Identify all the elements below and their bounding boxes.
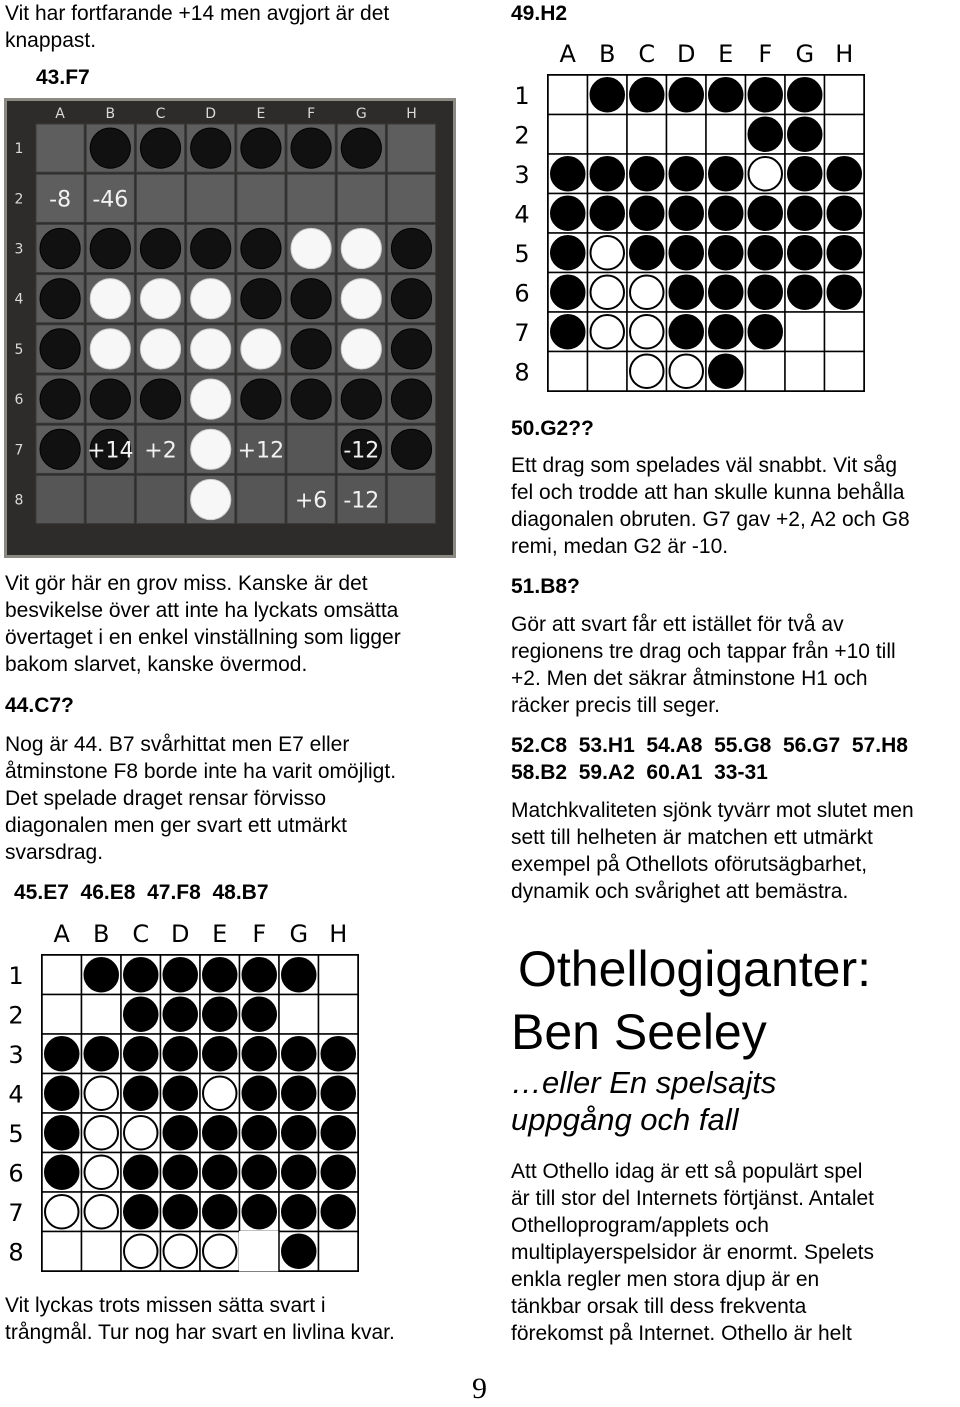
cell-g8 [785,352,825,392]
row-label-6: 6 [514,279,530,308]
black-disc-a6 [45,1156,79,1190]
black-disc-d1 [670,78,704,112]
paragraph-1-line-1: Vit gör här en grov miss. Kanske är det [5,572,368,595]
column-label-b: B [105,106,116,122]
moves-45-48: 45.E7 46.E8 47.F8 48.B7 [14,881,269,904]
black-disc-f7 [243,1195,277,1229]
white-disc-b5 [591,236,625,270]
paragraph-2-line-5: svarsdrag. [5,841,104,864]
square-e2 [237,174,285,222]
cell-h2 [825,115,865,155]
column-label-e: E [212,920,228,948]
row-label-4: 4 [8,1080,24,1109]
column-label-c: C [155,106,166,122]
white-disc-c8 [124,1235,158,1269]
row-label-5: 5 [514,239,530,268]
black-disc-g4 [282,1077,316,1111]
black-disc-d6 [164,1156,198,1190]
square-d2 [187,174,235,222]
cell-a2 [42,995,82,1035]
column-label-e: E [256,106,266,122]
black-disc-b4 [591,197,625,231]
black-disc-b3 [90,228,130,268]
black-disc-h7 [322,1195,356,1229]
article-subtitle-line-1: …eller En spelsajts [511,1065,777,1100]
black-disc-h6 [828,276,862,310]
black-disc-d1 [191,128,231,168]
black-disc-e7 [709,315,743,349]
black-disc-g6 [282,1156,316,1190]
square-h8 [387,475,435,523]
black-disc-d2 [164,998,198,1032]
black-disc-e1 [241,128,281,168]
cell-a1 [42,955,82,995]
black-disc-f4 [243,1077,277,1111]
black-disc-e6 [709,276,743,310]
white-disc-c5 [140,329,180,369]
row-label-1: 1 [514,81,530,110]
black-disc-a4 [551,197,585,231]
paragraph-2-line-1: Nog är 44. B7 svårhittat men E7 eller [5,733,350,756]
black-disc-f6 [749,276,783,310]
move-49-heading: 49.H2 [511,2,568,25]
row-label-5: 5 [8,1119,24,1148]
column-label-c: C [132,920,150,948]
row-label-2: 2 [8,1001,24,1030]
black-disc-e3 [709,157,743,191]
white-disc-d8 [191,479,231,519]
cell-b2 [82,995,122,1035]
move-value-c7: +2 [144,438,177,464]
black-disc-g7 [282,1195,316,1229]
cell-b8 [82,1232,122,1272]
black-disc-d3 [191,228,231,268]
paragraph-5-line-1: Gör att svart får ett istället för två av [511,613,844,636]
black-disc-g2 [788,118,822,152]
paragraph-3-line-2: trångmål. Tur nog har svart en livlina kvar. [5,1321,395,1344]
black-disc-c3 [140,228,180,268]
paragraph-7-line-5: enkla regler men stora djup är en [511,1268,820,1291]
black-disc-e5 [709,236,743,270]
column-label-h: H [835,40,854,68]
cell-g2 [279,995,319,1035]
square-b8 [86,475,134,523]
black-disc-d3 [164,1037,198,1071]
square-f2 [287,174,335,222]
black-disc-c6 [124,1156,158,1190]
black-disc-c1 [630,78,664,112]
square-f7 [287,425,335,473]
column-label-b: B [599,40,616,68]
black-disc-d5 [164,1116,198,1150]
paragraph-7-line-1: Att Othello idag är ett så populärt spel [511,1160,863,1183]
black-disc-h4 [828,197,862,231]
black-disc-d6 [670,276,704,310]
black-disc-g5 [788,236,822,270]
white-disc-b6 [591,276,625,310]
white-disc-a7 [45,1195,79,1229]
white-disc-d8 [670,355,704,389]
row-label-7: 7 [14,442,24,459]
row-label-3: 3 [8,1040,24,1069]
row-label-2: 2 [14,191,24,208]
black-disc-h3 [322,1037,356,1071]
square-h2 [387,174,435,222]
black-disc-g3 [788,157,822,191]
black-disc-f5 [243,1116,277,1150]
black-disc-e1 [203,958,237,992]
black-disc-c4 [630,197,664,231]
black-disc-f2 [243,998,277,1032]
row-label-6: 6 [14,392,24,409]
row-label-1: 1 [14,141,24,158]
white-disc-c5 [124,1116,158,1150]
black-disc-h3 [828,157,862,191]
black-disc-f7 [749,315,783,349]
move-51-heading: 51.B8? [511,575,580,598]
move-value-b7: +14 [87,438,134,464]
column-label-f: F [252,920,267,948]
white-disc-d8 [164,1235,198,1269]
black-disc-h5 [391,329,431,369]
black-disc-b1 [85,958,119,992]
column-label-a: A [559,40,576,68]
white-disc-b5 [90,329,130,369]
black-disc-c1 [140,128,180,168]
row-label-4: 4 [514,200,530,229]
paragraph-2-line-2: åtminstone F8 borde inte ha varit omöjligt. [5,760,397,783]
white-disc-c7 [630,315,664,349]
column-label-g: G [795,40,815,68]
column-label-d: D [171,920,190,948]
black-disc-b3 [591,157,625,191]
black-disc-b3 [85,1037,119,1071]
black-disc-c1 [124,958,158,992]
square-a8 [36,475,84,523]
square-c2 [136,174,184,222]
white-disc-e4 [203,1077,237,1111]
column-label-g: G [355,106,367,122]
black-disc-a7 [551,315,585,349]
paragraph-1-line-2: besvikelse över att inte ha lyckats omsätta [5,599,399,622]
white-disc-g4 [341,279,381,319]
black-disc-e2 [203,998,237,1032]
black-disc-a5 [551,236,585,270]
black-disc-c3 [630,157,664,191]
paragraph-7-line-7: förekomst på Internet. Othello är helt [511,1322,852,1345]
white-disc-e8 [203,1235,237,1269]
black-disc-a3 [45,1037,79,1071]
white-disc-e5 [241,329,281,369]
black-disc-g1 [282,958,316,992]
column-label-d: D [677,40,696,68]
move-value-g8: -12 [343,488,380,514]
black-disc-b1 [591,78,625,112]
cell-h1 [825,75,865,115]
black-disc-f3 [243,1037,277,1071]
intro-line-1: Vit har fortfarande +14 men avgjort är det [5,2,390,25]
black-disc-a4 [45,1077,79,1111]
column-label-f: F [307,106,316,122]
move-50-heading: 50.G2?? [511,417,594,440]
white-disc-f3 [749,157,783,191]
paragraph-4-line-3: diagonalen obruten. G7 gav +2, A2 och G8 [511,508,910,531]
row-label-6: 6 [8,1159,24,1188]
black-disc-d3 [670,157,704,191]
black-disc-b1 [90,128,130,168]
black-disc-a3 [40,228,80,268]
black-disc-c6 [140,379,180,419]
black-disc-f1 [749,78,783,112]
black-disc-d4 [164,1077,198,1111]
black-disc-g4 [788,197,822,231]
black-disc-f4 [291,279,331,319]
black-disc-e4 [709,197,743,231]
cell-c2 [627,115,667,155]
black-disc-e6 [203,1156,237,1190]
paragraph-7-line-6: tänkbar orsak till dess frekventa [511,1295,807,1318]
black-disc-h5 [322,1116,356,1150]
cell-e2 [706,115,746,155]
paragraph-1-line-3: övertaget i en enkel vinställning som ligger [5,626,401,649]
black-disc-a4 [40,279,80,319]
moves-52-57: 52.C8 53.H1 54.A8 55.G8 56.G7 57.H8 [511,734,908,757]
black-disc-c7 [124,1195,158,1229]
black-disc-a6 [551,276,585,310]
move-value-f8: +6 [294,488,328,514]
white-disc-c6 [630,276,664,310]
row-label-2: 2 [514,121,530,150]
black-disc-e1 [709,78,743,112]
black-disc-f2 [749,118,783,152]
cell-b8 [588,352,628,392]
move-44-heading: 44.C7? [5,694,74,717]
black-disc-c2 [124,998,158,1032]
paragraph-2-line-3: Det spelade draget rensar förvisso [5,787,326,810]
cell-h1 [319,955,359,995]
move-value-a2: -8 [49,187,72,213]
cell-d2 [667,115,707,155]
paragraph-5-line-3: +2. Men det säkrar åtminstone H1 och [511,667,868,690]
column-label-g: G [289,920,309,948]
white-disc-d4 [191,279,231,319]
black-disc-g3 [282,1037,316,1071]
black-disc-a6 [40,379,80,419]
dark-board-svg [7,101,453,555]
column-label-b: B [93,920,110,948]
black-disc-e7 [203,1195,237,1229]
cell-h2 [319,995,359,1035]
board-diagram-move-48 [0,915,365,1275]
square-g2 [337,174,385,222]
moves-58-60: 58.B2 59.A2 60.A1 33-31 [511,761,768,784]
black-disc-g5 [282,1116,316,1150]
paragraph-4-line-2: fel och trodde att han skulle kunna behålla [511,481,905,504]
row-label-3: 3 [14,241,24,258]
black-disc-a5 [40,329,80,369]
square-h1 [387,124,435,172]
article-title-line-1: Othellogiganter: [518,941,872,997]
cell-a2 [548,115,588,155]
paragraph-3-line-1: Vit lyckas trots missen sätta svart i [5,1294,326,1317]
black-disc-e3 [203,1037,237,1071]
row-label-3: 3 [514,160,530,189]
row-label-1: 1 [8,961,24,990]
paragraph-4-line-1: Ett drag som spelades väl snabbt. Vit såg [511,454,897,477]
white-disc-b6 [85,1156,119,1190]
row-label-5: 5 [14,341,24,358]
move-43-heading: 43.F7 [36,66,90,89]
cell-f8 [746,352,786,392]
black-disc-c3 [124,1037,158,1071]
row-label-8: 8 [514,358,530,387]
white-disc-f3 [291,228,331,268]
white-disc-b4 [90,279,130,319]
cell-a1 [548,75,588,115]
black-disc-d4 [670,197,704,231]
cell-h7 [825,312,865,352]
black-disc-c5 [630,236,664,270]
row-label-4: 4 [14,291,24,308]
black-disc-f1 [291,128,331,168]
black-disc-e5 [203,1116,237,1150]
black-disc-d7 [164,1195,198,1229]
cell-h8 [319,1232,359,1272]
black-disc-f6 [243,1156,277,1190]
square-e8 [237,475,285,523]
white-disc-b7 [591,315,625,349]
row-label-8: 8 [14,492,24,509]
column-label-a: A [53,920,70,948]
white-disc-b4 [85,1077,119,1111]
column-label-e: E [718,40,734,68]
black-disc-f1 [243,958,277,992]
black-disc-f4 [749,197,783,231]
black-disc-a5 [45,1116,79,1150]
paragraph-6-line-1: Matchkvaliteten sjönk tyvärr mot slutet men [511,799,914,822]
black-disc-h5 [828,236,862,270]
black-disc-h6 [322,1156,356,1190]
black-disc-d7 [670,315,704,349]
black-disc-b6 [90,379,130,419]
board-diagram-move-43 [4,98,456,558]
black-disc-a7 [40,429,80,469]
black-disc-h4 [391,279,431,319]
black-disc-g8 [282,1235,316,1269]
column-label-a: A [55,106,65,122]
black-disc-a3 [551,157,585,191]
white-disc-b7 [85,1195,119,1229]
article-title-line-2: Ben Seeley [511,1004,767,1060]
column-label-h: H [329,920,348,948]
black-disc-h4 [322,1077,356,1111]
paragraph-6-line-2: sett till helheten är matchen ett utmärkt [511,826,873,849]
cell-h8 [825,352,865,392]
black-disc-g6 [341,379,381,419]
black-disc-f6 [291,379,331,419]
black-disc-f5 [291,329,331,369]
cell-b2 [588,115,628,155]
white-disc-c4 [140,279,180,319]
black-disc-h3 [391,228,431,268]
black-disc-h6 [391,379,431,419]
paragraph-7-line-4: multiplayerspelsidor är enormt. Spelets [511,1241,874,1264]
black-disc-d1 [164,958,198,992]
black-disc-g1 [341,128,381,168]
paragraph-6-line-4: dynamik och svårighet att bemästra. [511,880,849,903]
paragraph-5-line-4: räcker precis till seger. [511,694,720,717]
cell-g7 [785,312,825,352]
paragraph-1-line-4: bakom slarvet, kanske övermod. [5,653,308,676]
page-number: 9 [472,1372,487,1405]
black-disc-f5 [749,236,783,270]
column-label-f: F [758,40,773,68]
white-disc-g3 [341,228,381,268]
white-disc-g5 [341,329,381,369]
paragraph-7-line-2: är till stor del Internets förtjänst. Antalet [511,1187,875,1210]
black-disc-e6 [241,379,281,419]
black-disc-e3 [241,228,281,268]
intro-line-2: knappast. [5,29,97,52]
paragraph-4-line-4: remi, medan G2 är -10. [511,535,729,558]
cell-a8 [42,1232,82,1272]
move-value-g7: -12 [343,438,380,464]
white-disc-d6 [191,379,231,419]
black-disc-g1 [788,78,822,112]
board-diagram-move-49 [506,35,871,395]
paragraph-7-line-3: Othelloprogram/applets och [511,1214,769,1237]
white-disc-d7 [191,429,231,469]
black-disc-d5 [670,236,704,270]
empty-cell-f8 [240,1232,280,1272]
column-label-c: C [638,40,656,68]
black-disc-g6 [788,276,822,310]
square-c8 [136,475,184,523]
row-label-7: 7 [8,1198,24,1227]
black-disc-c4 [124,1077,158,1111]
article-subtitle-line-2: uppgång och fall [511,1102,739,1137]
white-disc-b5 [85,1116,119,1150]
square-a1 [36,124,84,172]
white-disc-c8 [630,355,664,389]
cell-a8 [548,352,588,392]
black-disc-h7 [391,429,431,469]
move-value-e7: +12 [237,438,285,464]
column-label-d: D [205,106,217,122]
row-label-7: 7 [514,318,530,347]
move-value-b2: -46 [92,187,129,213]
row-label-8: 8 [8,1238,24,1267]
white-disc-d5 [191,329,231,369]
column-label-h: H [406,106,417,122]
black-disc-e4 [241,279,281,319]
paragraph-6-line-3: exempel på Othellots oförutsägbarhet, [511,853,868,876]
paragraph-5-line-2: regionens tre drag och tappar från +10 till [511,640,896,663]
paragraph-2-line-4: diagonalen men ger svart ett utmärkt [5,814,348,837]
black-disc-e8 [709,355,743,389]
